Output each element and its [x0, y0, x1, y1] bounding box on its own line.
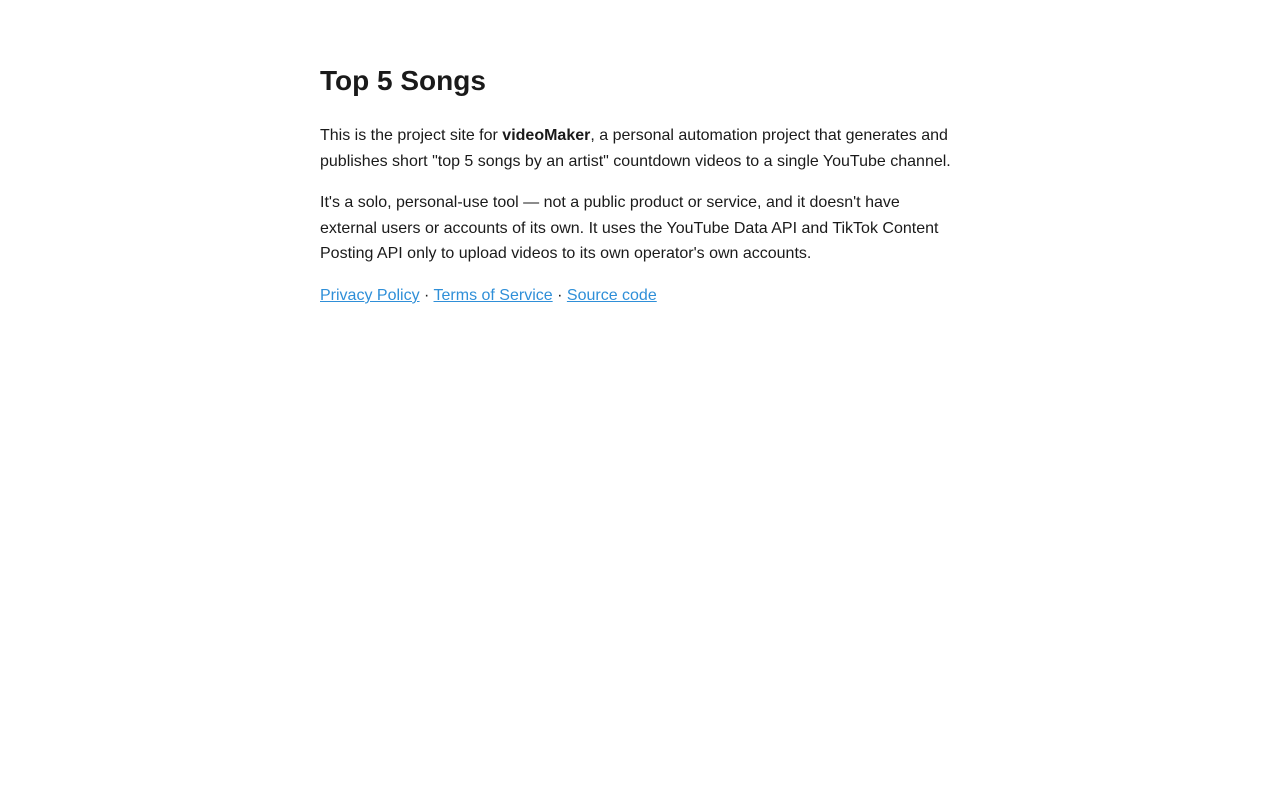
- link-separator: ·: [424, 287, 430, 304]
- terms-of-service-link[interactable]: Terms of Service: [433, 287, 553, 304]
- link-separator: ·: [557, 287, 563, 304]
- intro-prefix: This is the project site for: [320, 127, 503, 144]
- intro-paragraph: [320, 123, 960, 174]
- footer-links: [320, 283, 960, 309]
- page-title: Top 5 Songs: [320, 65, 486, 96]
- details-paragraph: It's a solo, personal-use tool — not a public product or service, and it doesn't have external users or accounts of its own. It uses the YouTube Data API and TikTok Content Posting API only to upload videos to its own operator's own accounts.: [320, 194, 939, 262]
- project-name: videoMaker: [502, 127, 591, 144]
- privacy-policy-link[interactable]: Privacy Policy: [320, 287, 420, 304]
- source-code-link[interactable]: Source code: [566, 287, 657, 304]
- intro-suffix: , a personal automation project that generates and publishes short "top 5 songs by an artist" countdown videos to a single YouTube channel.: [320, 127, 951, 170]
